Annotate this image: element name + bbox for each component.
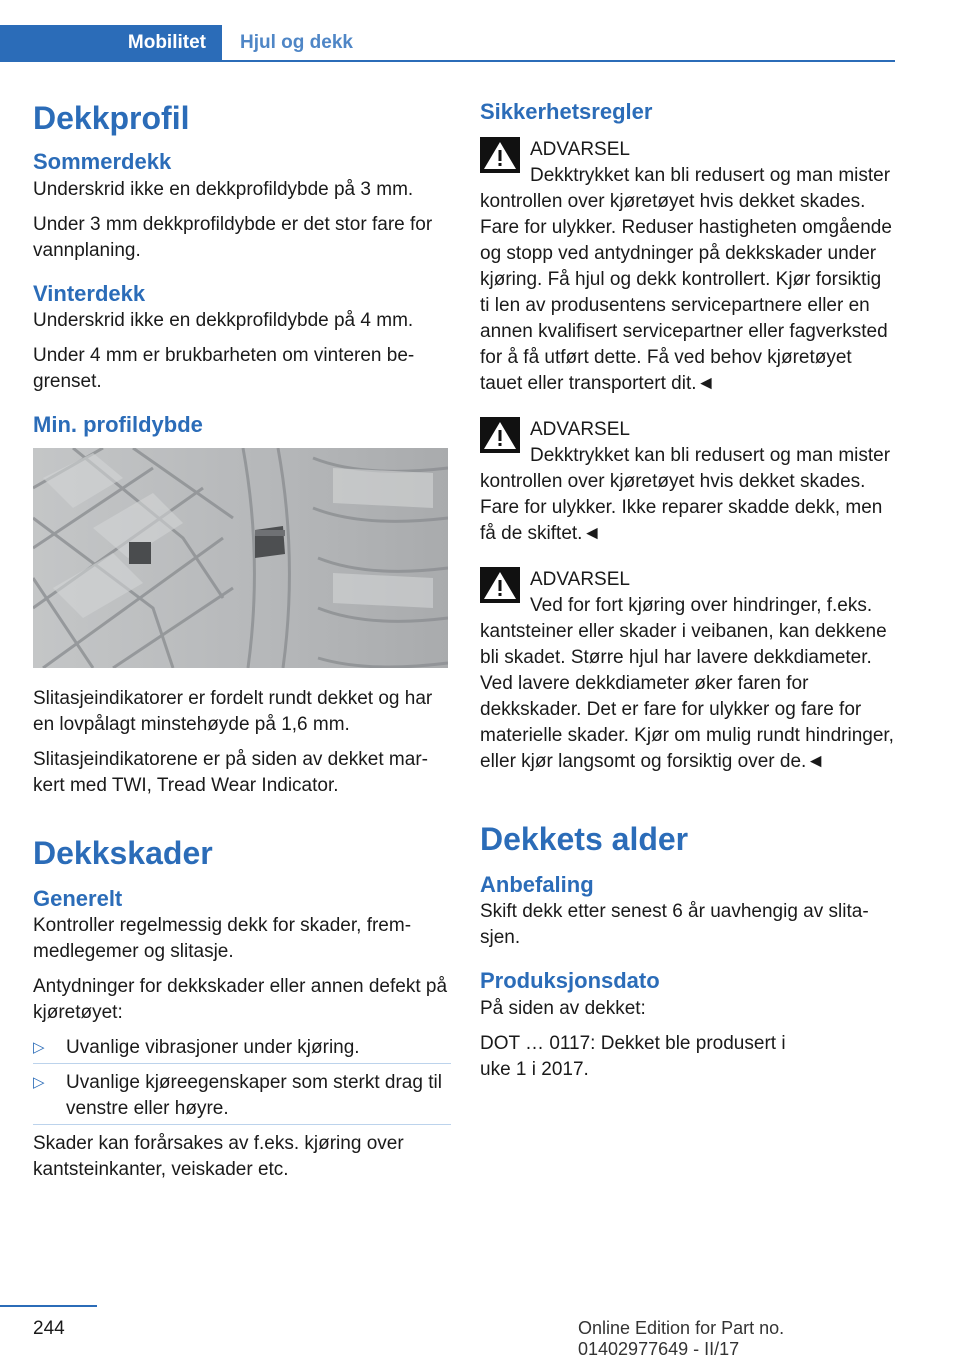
- sommerdekk-text-1: Underskrid ikke en dekkprofildybde på 3 mm.: [33, 178, 414, 200]
- anbefaling-text: Skift dekk etter senest 6 år uavhengig av slitasjen.: [480, 901, 869, 949]
- warning-block-3: [480, 567, 896, 775]
- tread-indicator-left: [129, 542, 151, 564]
- warning-triangle-icon: [480, 567, 520, 603]
- warning-triangle-icon: [480, 417, 520, 453]
- triangle-bullet-icon: ▷: [33, 1074, 45, 1092]
- vinterdekk-text-1: Underskrid ikke en dekkprofildybde på 4 mm.: [33, 310, 414, 332]
- warning-block-1: [480, 137, 896, 397]
- warning-title: ADVARSEL: [530, 568, 630, 590]
- warning-title: ADVARSEL: [530, 138, 630, 160]
- triangle-bullet-icon: ▷: [33, 1039, 45, 1057]
- heading-dekkets-alder: Dekkets alder: [480, 820, 689, 857]
- generelt-text-1: Kontroller regelmessig dekk for skader, fremmedlegemer og slitasje.: [33, 915, 412, 963]
- warning-text: Dekktrykket kan bli redusert og man mister kontrollen over kjøretøyet hvis dekket skades. Fare for ulykker. Reduser hastigheten omgående og stopp ved antydninger på dekkskader under kjøring. Få hjul og dekk kontrollert. Kjør forsiktig ti len av produsentens servicepartnere eller en annen kvalifisert servicepartner eller fagverksted for å få utført dette. Få ved behov kjøretøyet tauet eller transportert dit.◄: [480, 164, 892, 394]
- warning-block-2: [480, 417, 896, 547]
- heading-anbefaling: Anbefaling: [480, 871, 594, 897]
- min-profildybde-text-2: Slitasjeindikatorene er på siden av dekket markert med TWI, Tread Wear Indicator.: [33, 748, 428, 796]
- sommerdekk-text-2: Under 3 mm dekkprofildybde er det stor fare for vannplaning.: [33, 213, 433, 261]
- heading-sommerdekk: Sommerdekk: [33, 149, 172, 174]
- generelt-text-3: Skader kan forårsakes av f.eks. kjøring over kantsteinkanter, veiskader etc.: [33, 1133, 404, 1181]
- list-item: ▷ Uvanlige kjøreegenskaper som sterkt drag til venstre eller høyre.: [33, 1070, 451, 1125]
- tab-hjul-og-dekk[interactable]: Hjul og dekk: [240, 32, 353, 53]
- produksjonsdato-text-1: På siden av dekket:: [480, 997, 646, 1019]
- heading-sikkerhetsregler: Sikkerhetsregler: [480, 99, 653, 124]
- vinterdekk-text-2: Under 4 mm er brukbarheten om vinteren begrenset.: [33, 345, 415, 393]
- left-column: [33, 98, 451, 1192]
- right-column: [480, 98, 896, 1092]
- generelt-text-2: Antydninger for dekkskader eller annen defekt på kjøretøyet:: [33, 976, 448, 1024]
- heading-min-profildybde: Min. profildybde: [33, 412, 203, 438]
- warning-title: ADVARSEL: [530, 418, 630, 440]
- list-item: ▷ Uvanlige vibrasjoner under kjøring.: [33, 1035, 451, 1064]
- page-number: 244: [33, 1318, 65, 1339]
- heading-dekkskader: Dekkskader: [33, 834, 213, 871]
- warning-text: Ved for fort kjøring over hindringer, f.eks. kantsteiner eller skader i veibanen, kan dekkene bli skadet. Større hjul har lavere dekkdiameter. Ved lavere dekkdiameter øker faren for dekkskader. Det er fare for ulykker og fare for materielle skader. Kjør om mulig rundt hindringer, eller kjør langsomt og forsiktig over de.◄: [480, 594, 894, 772]
- heading-dekkprofil: Dekkprofil: [33, 100, 190, 136]
- tab-mobilitet[interactable]: Mobilitet: [0, 25, 222, 61]
- header-divider: [0, 60, 895, 62]
- edition-info: Online Edition for Part no. 01402977649 - II/17: [578, 1318, 785, 1359]
- produksjonsdato-text-2: DOT … 0117: Dekket ble produsert i uke 1 i 2017.: [480, 1032, 786, 1080]
- warning-triangle-icon: [480, 137, 520, 173]
- header-tabbar: [0, 25, 895, 61]
- heading-vinterdekk: Vinterdekk: [33, 280, 146, 306]
- heading-produksjonsdato: Produksjonsdato: [480, 968, 660, 994]
- damage-signs-list: [33, 1035, 451, 1125]
- warning-text: Dekktrykket kan bli redusert og man mister kontrollen over kjøretøyet hvis dekket skades. Fare for ulykker. Ikke reparer skadde dekk, men få de skiftet.◄: [480, 444, 891, 544]
- heading-generelt: Generelt: [33, 885, 123, 911]
- min-profildybde-text-1: Slitasjeindikatorer er fordelt rundt dekket og har en lovpålagt minstehøyde på 1,6 mm.: [33, 687, 433, 735]
- tire-tread-illustration: [33, 448, 448, 668]
- footer-divider: [0, 1305, 97, 1307]
